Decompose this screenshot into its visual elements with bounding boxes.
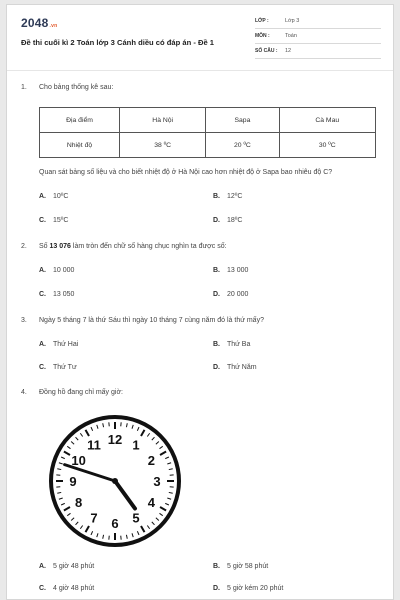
option-2a[interactable] [39, 267, 74, 274]
clock-number: 3 [153, 474, 161, 489]
temperature-table [39, 107, 376, 158]
table-cell: Hà Nội [120, 108, 206, 133]
table-cell: Cà Mau [279, 108, 376, 133]
option-letter: D. [213, 585, 220, 592]
option-letter: B. [213, 193, 220, 200]
option-letter: C. [39, 217, 46, 224]
meta-label: SỐ CÂU : [255, 48, 278, 54]
option-letter: B. [213, 267, 220, 274]
clock-number: 10 [71, 453, 86, 468]
logo-text: 2048 [21, 16, 49, 30]
option-3d[interactable] [213, 364, 257, 371]
option-text: 13 050 [53, 291, 75, 298]
question-text-part: làm tròn đến chữ số hàng chục nghìn ta được số: [70, 243, 227, 250]
option-2c[interactable] [39, 291, 74, 298]
option-text: Thứ Ba [227, 341, 251, 348]
option-1c[interactable] [39, 217, 68, 224]
meta-row-class [255, 15, 381, 29]
option-2b[interactable] [213, 267, 248, 274]
option-letter: D. [213, 217, 220, 224]
clock-center [112, 478, 118, 484]
question-text: Cho bảng thống kê sau: [39, 84, 114, 91]
option-1a[interactable] [39, 193, 68, 200]
option-letter: B. [213, 341, 220, 348]
meta-label: MÔN : [255, 33, 270, 39]
option-text: Thứ Hai [53, 341, 79, 348]
table-cell: Địa điểm [40, 108, 120, 133]
question-text: Ngày 5 tháng 7 là thứ Sáu thì ngày 10 tháng 7 cùng năm đó là thứ mấy? [39, 317, 264, 324]
table-cell: Sapa [206, 108, 279, 133]
table-cell: 20 ºC [206, 133, 279, 158]
question-number: 1. [21, 84, 27, 91]
site-logo[interactable] [21, 16, 57, 30]
option-4d[interactable] [213, 585, 283, 592]
meta-row-count [255, 45, 381, 59]
option-letter: A. [39, 341, 46, 348]
meta-value: Lớp 3 [285, 18, 300, 24]
clock-number: 6 [111, 516, 119, 531]
meta-row-subject [255, 30, 381, 44]
option-text: 5 giờ 48 phút [53, 563, 95, 570]
option-text: 10 000 [53, 267, 75, 274]
question-number: 3. [21, 317, 27, 324]
option-text: 18ºC [227, 217, 243, 224]
option-2d[interactable] [213, 291, 248, 298]
exam-page [6, 4, 394, 600]
clock-number: 1 [132, 437, 140, 453]
option-letter: A. [39, 267, 46, 274]
question-text: Đồng hồ đang chỉ mấy giờ: [39, 389, 123, 396]
clock-number: 4 [147, 495, 155, 510]
question-number-value: 13 076 [49, 243, 71, 250]
question-number: 4. [21, 389, 27, 396]
meta-value: Toán [285, 33, 297, 39]
option-text: 15ºC [53, 217, 69, 224]
option-letter: C. [39, 291, 46, 298]
option-text: 10ºC [53, 193, 69, 200]
option-4c[interactable] [39, 585, 94, 592]
table-cell: 38 ºC [120, 133, 206, 158]
table-row [40, 108, 376, 133]
option-letter: C. [39, 585, 46, 592]
option-letter: C. [39, 364, 46, 371]
option-text: 20 000 [227, 291, 249, 298]
clock-number: 9 [69, 474, 77, 489]
option-1d[interactable] [213, 217, 242, 224]
table-cell: Nhiệt độ [40, 133, 120, 158]
option-3c[interactable] [39, 364, 77, 371]
table-row [40, 133, 376, 158]
analog-clock [47, 413, 183, 551]
page-header [7, 5, 393, 71]
option-text: Thứ Năm [227, 364, 257, 371]
question-text: Quan sát bảng số liệu và cho biết nhiệt độ ở Hà Nội cao hơn nhiệt độ ở Sapa bao nhiêu độ C? [39, 169, 333, 176]
option-1b[interactable] [213, 193, 242, 200]
clock-number: 2 [147, 453, 155, 468]
meta-value: 12 [285, 48, 292, 54]
option-letter: A. [39, 193, 46, 200]
clock-face [47, 413, 183, 549]
option-3b[interactable] [213, 341, 250, 348]
option-text: 13 000 [227, 267, 249, 274]
question-text [39, 243, 227, 250]
option-text: 5 giờ 58 phút [227, 563, 269, 570]
clock-number: 12 [107, 432, 123, 447]
option-4b[interactable] [213, 563, 268, 570]
option-text: 12ºC [227, 193, 243, 200]
option-3a[interactable] [39, 341, 78, 348]
option-4a[interactable] [39, 563, 94, 570]
clock-number: 5 [132, 510, 140, 526]
table-cell: 30 ºC [279, 133, 376, 158]
option-text: 4 giờ 48 phút [53, 585, 95, 592]
option-letter: D. [213, 364, 220, 371]
option-text: Thứ Tư [53, 364, 77, 371]
clock-number: 7 [90, 510, 98, 526]
option-text: 5 giờ kém 20 phút [227, 585, 284, 592]
option-letter: A. [39, 563, 46, 570]
page-title: Đề thi cuối kì 2 Toán lớp 3 Cánh diều có đáp án - Đề 1 [21, 38, 215, 47]
logo-suffix: .vn [49, 23, 58, 29]
question-number: 2. [21, 243, 27, 250]
meta-label: LỚP : [255, 18, 269, 24]
option-letter: B. [213, 563, 220, 570]
question-text-part: Số [39, 243, 50, 250]
clock-number: 8 [75, 495, 83, 510]
option-letter: D. [213, 291, 220, 298]
clock-number: 11 [87, 437, 101, 453]
